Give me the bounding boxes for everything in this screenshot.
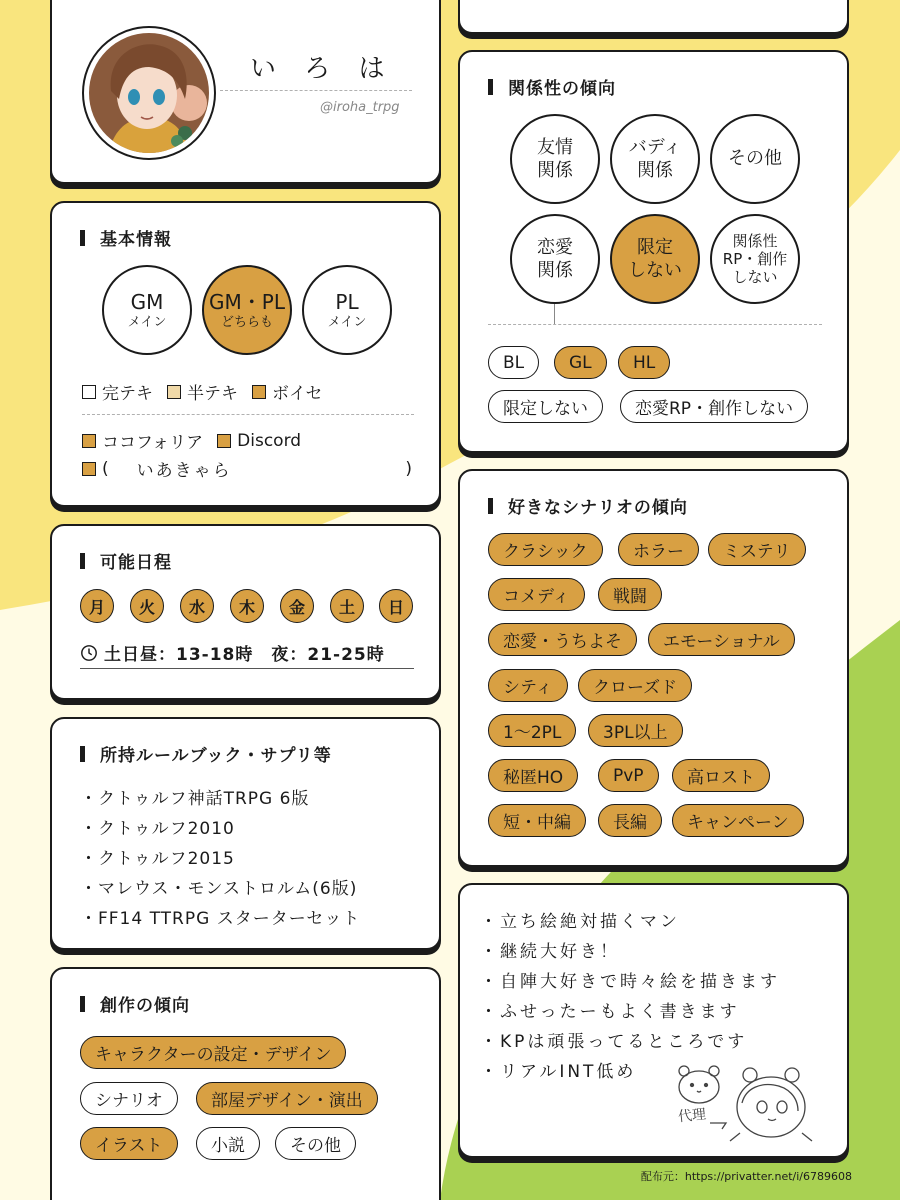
scenario-tag: 3PL以上 — [588, 714, 683, 747]
time-row — [80, 640, 385, 665]
voice-type-row — [82, 379, 323, 404]
paren-close: ) — [405, 458, 412, 479]
free-text-line: ・自陣大好きで時々絵を描きます — [480, 972, 780, 992]
relation-line: しない — [628, 260, 682, 281]
day-tue: 火 — [130, 589, 164, 623]
basic-info-title: 基本情報 — [80, 225, 172, 250]
scenario-tag: クローズド — [578, 669, 692, 702]
scenario-tag: 秘匿HO — [488, 759, 578, 792]
relation-line: 関係 — [537, 160, 573, 181]
free-text-line: ・リアルINT低め — [480, 1062, 637, 1082]
free-text-line: ・ふせったーもよく書きます — [480, 1002, 740, 1022]
tools-row-1 — [82, 428, 301, 453]
voice-type-label: 半テキ — [187, 384, 238, 404]
top-right-card — [458, 0, 849, 34]
relation-line: 限定 — [637, 236, 673, 258]
day-mon: 月 — [80, 589, 114, 623]
rulebook-item: ・マレウス・モンストロルム(6版) — [80, 879, 358, 899]
relation-friendship — [510, 114, 600, 204]
voice-type-label: 完テキ — [102, 384, 153, 404]
day-fri: 金 — [280, 589, 314, 623]
creation-tag: シナリオ — [80, 1082, 178, 1115]
creation-tag: イラスト — [80, 1127, 178, 1160]
rulebook-item: ・クトゥルフ2010 — [80, 819, 235, 839]
creation-tag: キャラクターの設定・デザイン — [80, 1036, 346, 1069]
tool-label: Discord — [237, 430, 302, 451]
creation-tag: その他 — [275, 1127, 356, 1160]
connector-line — [554, 304, 555, 324]
profile-handle: @iroha_trpg — [320, 100, 400, 115]
free-text-line: ・立ち絵絶対描くマン — [480, 912, 680, 932]
time-text: 土日昼：13-18時 夜：21-25時 — [104, 645, 385, 665]
checkbox-full — [82, 434, 96, 448]
checkbox-none — [82, 385, 96, 399]
scenario-card — [458, 469, 849, 867]
clock-icon — [80, 644, 98, 662]
tools-row-2 — [82, 456, 412, 481]
role-main: PL — [335, 289, 359, 314]
day-thu: 木 — [230, 589, 264, 623]
scenario-tag: シティ — [488, 669, 568, 702]
relation-romance — [510, 214, 600, 304]
relation-no-limit — [610, 214, 700, 304]
relation-line: 関係 — [537, 260, 573, 281]
relation-line: 友情 — [537, 136, 573, 158]
scenario-tag: ミステリ — [708, 533, 806, 566]
day-sat: 土 — [330, 589, 364, 623]
relation-tag: GL — [554, 346, 607, 379]
scenario-tag: 1〜2PL — [488, 714, 576, 747]
relation-line: しない — [732, 268, 778, 286]
name-divider — [220, 90, 412, 91]
schedule-card — [50, 524, 441, 700]
role-gm-main — [102, 265, 192, 355]
role-main: GM・PL — [209, 289, 285, 314]
relationship-card — [458, 50, 849, 453]
scenario-tag: 長編 — [598, 804, 662, 837]
rulebook-item: ・クトゥルフ2015 — [80, 849, 235, 869]
creation-tag: 部屋デザイン・演出 — [196, 1082, 378, 1115]
avatar — [82, 26, 216, 160]
role-pl-main — [302, 265, 392, 355]
scenario-tag: 戦闘 — [598, 578, 662, 611]
free-text-card — [458, 883, 849, 1158]
checkbox-full — [217, 434, 231, 448]
checkbox-full — [82, 462, 96, 476]
relation-line: 恋愛 — [537, 236, 573, 258]
role-sub: メイン — [327, 314, 367, 330]
rulebooks-title: 所持ルールブック・サプリ等 — [80, 741, 332, 766]
relation-buddy — [610, 114, 700, 204]
scenario-tag: ホラー — [618, 533, 699, 566]
sketch-label: 代理 — [677, 1106, 707, 1126]
profile-card — [50, 0, 441, 184]
role-sub: どちらも — [220, 314, 273, 330]
voice-type-label: ボイセ — [272, 384, 323, 404]
rulebook-item: ・クトゥルフ神話TRPG 6版 — [80, 789, 310, 809]
relation-tag: 恋愛RP・創作しない — [620, 390, 808, 423]
rulebook-item: ・FF14 TTRPG スターターセット — [80, 909, 361, 929]
basic-info-divider — [82, 414, 414, 415]
role-sub: メイン — [127, 314, 167, 330]
day-wed: 水 — [180, 589, 214, 623]
role-gm-pl-both — [202, 265, 292, 355]
relation-tag: BL — [488, 346, 539, 379]
scenario-tag: 恋愛・うちよそ — [488, 623, 637, 656]
schedule-title: 可能日程 — [80, 548, 172, 573]
relation-line: バディ — [628, 136, 682, 158]
relation-tag: HL — [618, 346, 670, 379]
creation-tag: 小説 — [196, 1127, 260, 1160]
relation-line: 関係性 — [732, 232, 778, 250]
scenario-tag: PvP — [598, 759, 659, 792]
relation-line: 関係 — [637, 160, 673, 181]
creation-card — [50, 967, 441, 1200]
scenario-tag: 高ロスト — [672, 759, 770, 792]
character-portrait — [89, 33, 209, 153]
checkbox-half — [167, 385, 181, 399]
checkbox-full — [252, 385, 266, 399]
relation-line: その他 — [728, 148, 782, 170]
credit-text: 配布元：https://privatter.net/i/6789608 — [640, 1170, 852, 1183]
scenario-tag: キャンペーン — [672, 804, 804, 837]
tool-other-label: いあきゃら — [136, 461, 232, 481]
basic-info-card — [50, 201, 441, 507]
scenario-tag: 短・中編 — [488, 804, 586, 837]
relation-tag: 限定しない — [488, 390, 603, 423]
scenario-tag: コメディ — [488, 578, 585, 611]
role-main: GM — [130, 289, 164, 314]
relation-other — [710, 114, 800, 204]
profile-name: い ろ は — [250, 54, 395, 84]
day-sun: 日 — [379, 589, 413, 623]
relationship-divider — [488, 324, 822, 325]
free-text-line: ・継続大好き！ — [480, 942, 620, 962]
relation-line: RP・創作 — [722, 250, 788, 268]
paren-open: ( — [102, 458, 109, 479]
time-underline — [80, 668, 414, 669]
relationship-title: 関係性の傾向 — [488, 74, 616, 99]
free-text-line: ・KPは頑張ってるところです — [480, 1032, 748, 1052]
rulebooks-card — [50, 717, 441, 950]
scenario-title: 好きなシナリオの傾向 — [488, 493, 688, 518]
creation-title: 創作の傾向 — [80, 991, 190, 1016]
relation-no-rp — [710, 214, 800, 304]
scenario-tag: エモーショナル — [648, 623, 795, 656]
scenario-tag: クラシック — [488, 533, 603, 566]
bear-doodle-illustration — [670, 1057, 840, 1147]
tool-label: ココフォリア — [102, 433, 204, 453]
